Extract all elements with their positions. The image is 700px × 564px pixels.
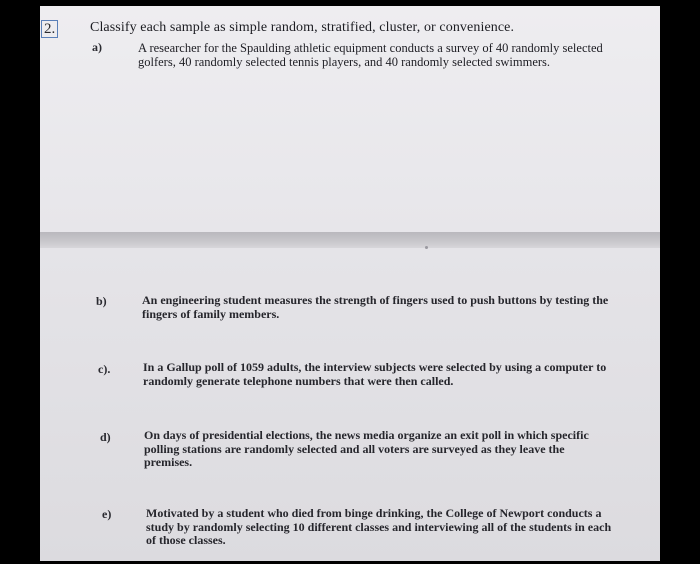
question-instruction: Classify each sample as simple random, stratified, cluster, or convenience. [90, 20, 515, 35]
part-a-label: a) [92, 40, 102, 54]
part-b-label: b) [96, 294, 107, 308]
page-fold-gap [40, 232, 660, 248]
paper-speck [425, 246, 428, 249]
page-upper-sheet [40, 6, 660, 232]
worksheet-page [40, 6, 660, 561]
part-c-text: In a Gallup poll of 1059 adults, the interview subjects were selected by using a computer to randomly generate telephone numbers that were then called. [143, 360, 607, 388]
part-d-text: On days of presidential elections, the news media organize an exit poll in which specific polling stations are randomly selected and all voters are surveyed as they leave the premises. [144, 428, 589, 469]
part-a-text: A researcher for the Spaulding athletic equipment conducts a survey of 40 randomly selected golfers, 40 randomly selected tennis players, and 40 randomly selected swimmers. [138, 41, 603, 69]
part-e-label: e) [102, 507, 112, 521]
part-b-text: An engineering student measures the strength of fingers used to push buttons by testing the fingers of family members. [142, 293, 609, 321]
part-d-label: d) [100, 430, 111, 444]
part-e-text: Motivated by a student who died from binge drinking, the College of Newport conducts a study by randomly selecting 10 different classes and interviewing all of the students in each of those classes. [146, 506, 612, 547]
part-c-label: c). [98, 362, 111, 376]
question-number: 2. [41, 20, 58, 38]
